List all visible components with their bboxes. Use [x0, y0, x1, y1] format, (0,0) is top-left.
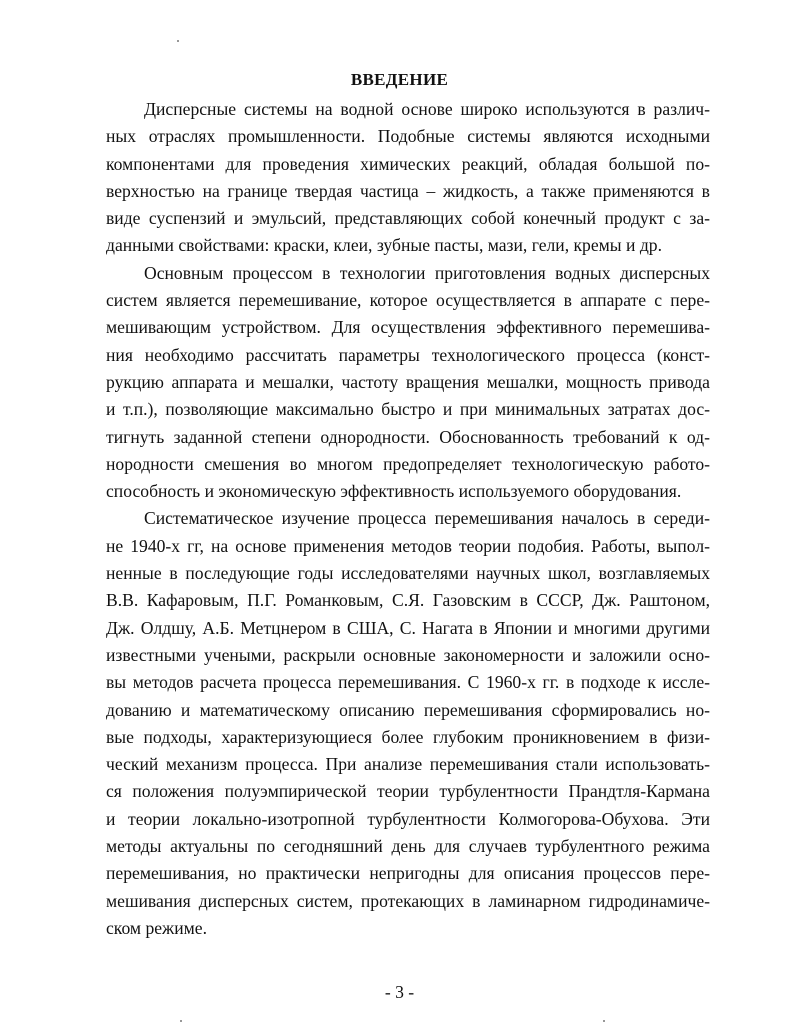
scan-speck — [180, 1020, 182, 1022]
text-line: верхностью на границе твердая частица – жидкость, а также применяются в — [106, 180, 710, 201]
text-line: нородности смешения во многом предопределяет технологическую работо- — [106, 453, 710, 474]
text-line: перемешивания, но практически непригодны для описания процессов пере- — [106, 863, 710, 884]
text-line: Дж. Олдшу, А.Б. Метцнером в США, С. Нагата в Японии и многими другими — [106, 617, 710, 638]
text-line: данными свойствами: краски, клеи, зубные пасты, мази, гели, кремы и др. — [106, 235, 662, 256]
text-line: тигнуть заданной степени однородности. Обоснованность требований к од- — [106, 426, 710, 447]
page-number: - 3 - — [384, 982, 415, 1002]
scan-speck — [603, 1020, 605, 1022]
page-title: ВВЕДЕНИЕ — [350, 70, 449, 89]
text-line: Дисперсные системы на водной основе широко используются в различ- — [144, 99, 710, 119]
text-line: ском режиме. — [106, 917, 207, 938]
text-line: известными учеными, раскрыли основные закономерности и заложили осно- — [106, 644, 710, 665]
text-line: и теории локально-изотропной турбулентности Колмогорова-Обухова. Эти — [106, 808, 710, 829]
text-line: вые подходы, характеризующиеся более глубоким проникновением в физи- — [106, 726, 710, 747]
text-line: компонентами для проведения химических реакций, обладая большой по- — [106, 153, 710, 174]
text-line: дованию и математическому описанию перемешивания сформировались но- — [106, 699, 710, 720]
text-line: ненные в последующие годы исследователями научных школ, возглавляемых — [106, 563, 710, 584]
text-line: рукцию аппарата и мешалки, частоту вращения мешалки, мощность привода — [106, 371, 710, 392]
text-line: вы методов расчета процесса перемешивания. С 1960-х гг. в подходе к иссле- — [106, 672, 710, 693]
text-line: ных отраслях промышленности. Подобные системы являются исходными — [106, 126, 710, 147]
document-body — [106, 96, 710, 942]
text-line: методы актуальны по сегодняшний день для случаев турбулентного режима — [106, 836, 710, 857]
text-line: виде суспензий и эмульсий, представляющих собой конечный продукт с за- — [106, 208, 710, 229]
scan-speck — [177, 40, 179, 42]
text-line: ческий механизм процесса. При анализе перемешивания стали использовать- — [106, 754, 710, 775]
text-line: не 1940-х гг, на основе применения методов теории подобия. Работы, выпол- — [106, 535, 710, 556]
text-line: способность и экономическую эффективность используемого оборудования. — [106, 481, 682, 502]
text-line: Основным процессом в технологии приготовления водных дисперсных — [144, 262, 710, 283]
text-line: Систематическое изучение процесса перемешивания началось в середи- — [144, 508, 710, 529]
text-line: мешивающим устройством. Для осуществления эффективного перемешива- — [106, 317, 710, 338]
text-line: ся положения полуэмпирической теории турбулентности Прандтля-Кармана — [106, 781, 710, 802]
text-line: В.В. Кафаровым, П.Г. Романковым, С.Я. Газовским в СССР, Дж. Раштоном, — [106, 590, 710, 611]
text-line: и т.п.), позволяющие максимально быстро и при минимальных затратах дос- — [106, 399, 710, 420]
text-line: мешивания дисперсных систем, протекающих в ламинарном гидродинамиче- — [106, 890, 710, 911]
text-line: систем является перемешивание, которое осуществляется в аппарате с пере- — [106, 290, 710, 311]
text-line: ния необходимо рассчитать параметры технологического процесса (конст- — [106, 344, 710, 365]
